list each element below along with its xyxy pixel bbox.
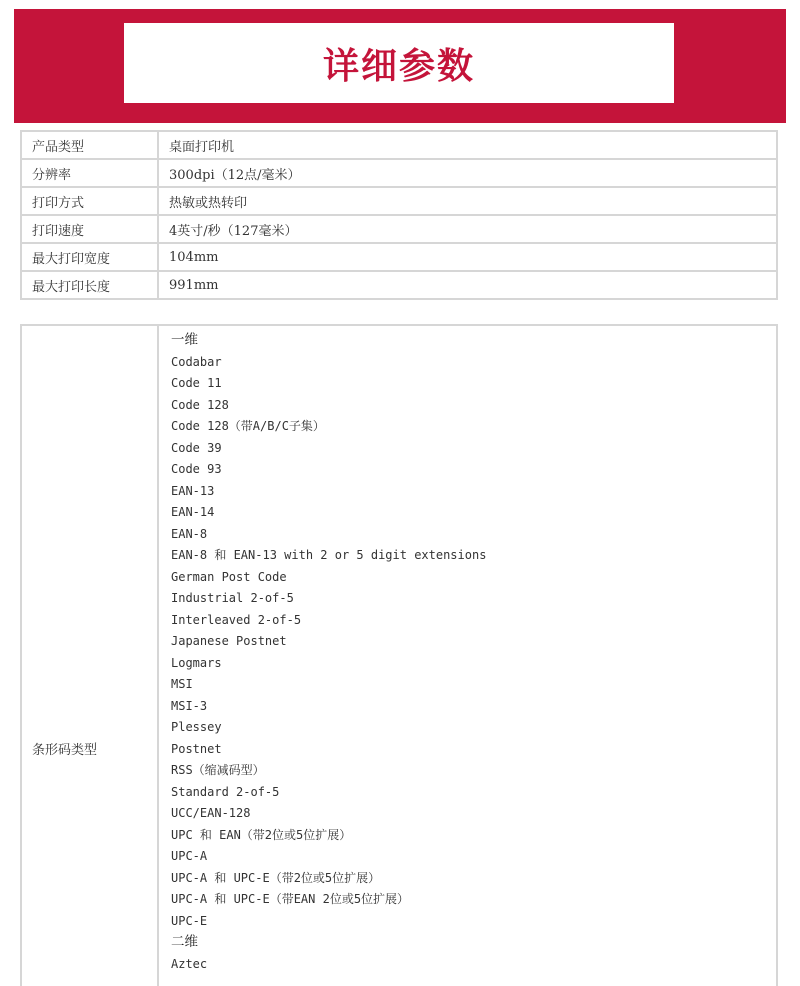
spec-table [20, 130, 778, 300]
barcode-group-heading: 二维 [171, 934, 198, 950]
barcode-item: EAN-13 [171, 483, 215, 498]
barcode-item: Interleaved 2-of-5 [171, 612, 302, 627]
spec-label: 最大打印长度 [20, 270, 157, 300]
spec-row-product-type [20, 130, 778, 158]
barcode-item: Japanese Postnet [171, 634, 287, 648]
barcode-list-cell [157, 324, 778, 986]
header-banner [14, 9, 786, 123]
barcode-item: Code 39 [171, 440, 222, 455]
barcode-group-heading: 一维 [171, 332, 198, 348]
barcode-item: EAN-8 [171, 526, 208, 541]
barcode-item: UPC-A [171, 849, 208, 863]
barcode-item: Code 128（带A/B/C子集） [171, 419, 325, 433]
barcode-item: UPC-A 和 UPC-E（带2位或5位扩展） [171, 870, 381, 885]
barcode-item: UPC 和 EAN（带2位或5位扩展） [171, 827, 352, 842]
barcode-item: Codabar [171, 354, 222, 369]
spec-label: 打印方式 [20, 186, 157, 214]
barcode-types-label: 条形码类型 [32, 743, 98, 758]
barcode-types-section [20, 324, 778, 984]
barcode-item: Postnet [171, 741, 222, 756]
spec-label: 分辨率 [20, 158, 157, 186]
barcode-item: Logmars [171, 655, 222, 670]
barcode-item: German Post Code [171, 569, 287, 584]
barcode-item: Code 93 [171, 462, 222, 476]
spec-row-max-width [20, 242, 778, 270]
spec-label: 最大打印宽度 [20, 242, 157, 270]
barcode-item: MSI [171, 677, 193, 691]
barcode-label-cell [20, 324, 159, 986]
spec-label: 产品类型 [20, 130, 157, 158]
spec-label: 打印速度 [20, 214, 157, 242]
spec-row-max-length [20, 270, 778, 300]
spec-value: 4英寸/秒（127毫米） [157, 214, 778, 242]
barcode-item: MSI-3 [171, 698, 208, 713]
spec-row-resolution [20, 158, 778, 186]
barcode-item: UCC/EAN-128 [171, 806, 251, 820]
barcode-item: Plessey [171, 720, 222, 734]
spec-row-print-speed [20, 214, 778, 242]
spec-value: 300dpi（12点/毫米） [157, 158, 778, 186]
barcode-item: Industrial 2-of-5 [171, 591, 294, 605]
barcode-item: EAN-8 和 EAN-13 with 2 or 5 digit extensions [171, 548, 487, 562]
spec-value: 104mm [157, 242, 778, 270]
barcode-list [171, 330, 486, 975]
barcode-item: EAN-14 [171, 505, 215, 519]
header-title-box [124, 23, 674, 103]
barcode-item: UPC-E [171, 913, 208, 928]
page-title: 详细参数 [322, 45, 475, 87]
barcode-item: Code 11 [171, 376, 222, 390]
spec-value: 桌面打印机 [157, 130, 778, 158]
barcode-item: RSS（缩减码型） [171, 763, 265, 777]
barcode-item: UPC-A 和 UPC-E（带EAN 2位或5位扩展） [171, 892, 410, 906]
barcode-item: Code 128 [171, 397, 229, 412]
barcode-item: Standard 2-of-5 [171, 784, 280, 799]
spec-value: 热敏或热转印 [157, 186, 778, 214]
barcode-item: Aztec [171, 956, 208, 971]
spec-row-print-method [20, 186, 778, 214]
spec-value: 991mm [157, 270, 778, 300]
